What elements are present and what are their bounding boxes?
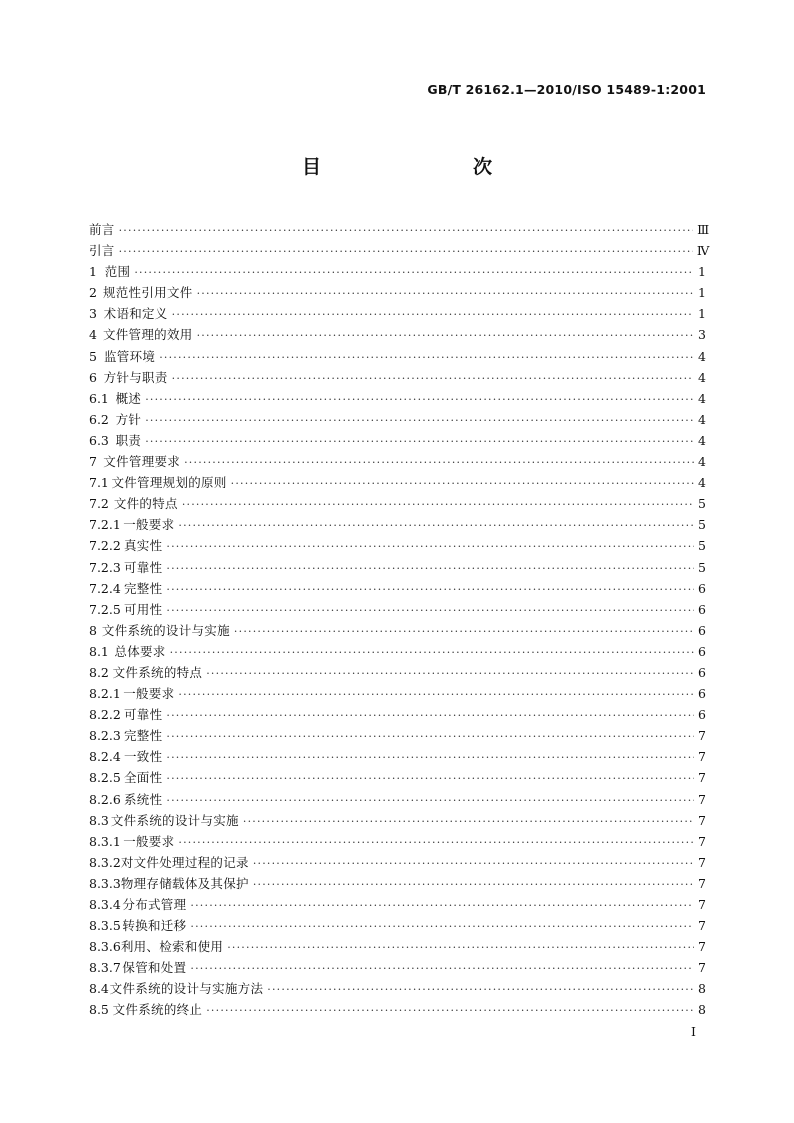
toc-entry-title: 分布式管理 (122, 897, 187, 912)
toc-entry[interactable] (89, 346, 706, 367)
toc-entry-title: 全面性 (123, 770, 163, 786)
toc-entry-title: 一般要求 (123, 686, 175, 702)
toc-leader-dots (178, 832, 694, 853)
toc-leader-dots (172, 368, 694, 389)
toc-leader-dots (190, 958, 694, 979)
toc-leader-dots (227, 937, 694, 958)
toc-entry-title: 真实性 (123, 538, 163, 554)
toc-entry[interactable] (89, 514, 706, 535)
toc-entry-title: 文件系统的设计与实施 (101, 622, 230, 638)
toc-entry-number: 7.2.2 (89, 538, 121, 554)
toc-entry-number: 6.1 (89, 390, 109, 406)
toc-leader-dots (119, 241, 693, 262)
toc-entry[interactable] (89, 261, 706, 282)
toc-entry-title: 转换和迁移 (122, 918, 187, 934)
toc-entry[interactable] (89, 599, 706, 620)
toc-entry-number: 4 (89, 327, 97, 343)
toc-entry-title: 总体要求 (114, 643, 166, 659)
toc-entry[interactable] (89, 451, 706, 472)
toc-entry[interactable] (89, 810, 706, 831)
toc-entry[interactable] (89, 620, 706, 641)
toc-leader-dots (166, 579, 694, 600)
toc-entry-number: 7.2.1 (89, 517, 121, 533)
toc-entry-page: 4 (698, 475, 706, 491)
toc-entry[interactable] (89, 219, 710, 240)
toc-entry[interactable] (89, 282, 706, 303)
toc-entry[interactable] (89, 409, 706, 430)
toc-entry-title: 规范性引用文件 (102, 285, 193, 301)
toc-entry[interactable] (89, 535, 706, 556)
toc-entry-number: 8.5 (89, 1002, 109, 1018)
toc-entry-page: 6 (698, 664, 706, 680)
toc-entry-number: 6.2 (89, 411, 109, 427)
toc-entry[interactable] (89, 240, 710, 261)
toc-entry-title: 文件系统的终止 (112, 1002, 203, 1018)
toc-entry[interactable] (89, 493, 706, 514)
toc-entry-page: 8 (698, 1002, 706, 1018)
toc-entry[interactable] (89, 957, 706, 978)
toc-entry-page: 7 (698, 833, 706, 849)
toc-entry-number: 7.2.5 (89, 601, 121, 617)
toc-entry-page: 6 (698, 643, 706, 659)
toc-entry-title: 职责 (115, 432, 142, 448)
toc-entry-number: 8.2.5 (89, 770, 121, 786)
toc-entry-number: 8.2.3 (89, 728, 121, 744)
toc-entry-page: 7 (698, 875, 706, 891)
toc-entry-number: 3 (89, 306, 97, 322)
toc-leader-dots (197, 283, 694, 304)
toc-leader-dots (182, 494, 694, 515)
toc-leader-dots (190, 916, 694, 937)
toc-entry-page: 7 (698, 770, 706, 786)
toc-entry-title: 前言 (89, 222, 115, 237)
toc-entry[interactable] (89, 472, 706, 493)
toc-leader-dots (166, 768, 694, 789)
toc-leader-dots (267, 979, 694, 1000)
toc-entry[interactable] (89, 746, 706, 767)
toc-entry[interactable] (89, 789, 706, 810)
toc-entry-title: 文件管理的效用 (102, 327, 193, 343)
toc-leader-dots (206, 663, 694, 684)
toc-leader-dots (166, 600, 694, 621)
toc-entry-title: 一般要求 (123, 517, 175, 533)
toc-entry-number: 8.2.6 (89, 791, 121, 807)
toc-entry-number: 8.3.4 (89, 897, 121, 912)
toc-entry-page: 6 (698, 686, 706, 702)
page-title: 目 次 (301, 156, 530, 178)
toc-entry-title: 文件管理要求 (103, 454, 181, 470)
toc-entry-title: 引言 (89, 243, 115, 259)
toc-entry[interactable] (89, 873, 706, 894)
toc-entry-number: 8.2.4 (89, 749, 121, 765)
toc-leader-dots (178, 515, 694, 536)
toc-entry[interactable] (89, 367, 706, 388)
toc-entry[interactable] (89, 324, 706, 345)
page-number: I (691, 1024, 696, 1039)
toc-entry-number: 2 (89, 285, 97, 301)
toc-leader-dots (145, 389, 694, 410)
toc-entry-number: 7 (89, 454, 97, 470)
toc-entry-page: 7 (698, 854, 706, 870)
toc-entry-number: 8.2 (89, 664, 109, 680)
toc-entry-title: 完整性 (123, 580, 163, 596)
toc-entry[interactable] (89, 936, 706, 957)
toc-entry-page: 6 (698, 580, 706, 596)
toc-entry-number: 7.2 (89, 496, 109, 512)
toc-entry-page: 7 (698, 791, 706, 807)
toc-entry[interactable] (89, 704, 706, 725)
toc-leader-dots (166, 705, 694, 726)
toc-entry-title: 术语和定义 (103, 306, 168, 322)
toc-entry-page: 1 (698, 264, 706, 280)
toc-entry-page: 4 (698, 348, 706, 364)
toc-entry-page: 5 (698, 538, 706, 554)
toc-leader-dots (159, 347, 694, 368)
toc-entry-title: 可靠性 (123, 707, 163, 723)
toc-entry[interactable] (89, 915, 706, 936)
toc-entry-page: 5 (698, 559, 706, 575)
toc-entry-page: 7 (698, 728, 706, 744)
toc-leader-dots (231, 473, 694, 494)
toc-entry-title: 可靠性 (123, 559, 163, 575)
toc-leader-dots (234, 621, 694, 642)
toc-entry-page: 7 (698, 749, 706, 765)
toc-leader-dots (243, 811, 694, 832)
toc-entry-title: 对文件处理过程的记录 (120, 854, 249, 870)
toc-entry-page: 5 (698, 496, 706, 512)
toc-leader-dots (166, 790, 694, 811)
toc-entry-number: 8 (89, 622, 97, 638)
toc-entry-page: Ⅲ (697, 222, 710, 237)
toc-leader-dots (119, 220, 694, 241)
toc-entry-number: 8.3.2 (89, 854, 121, 870)
toc-entry[interactable] (89, 767, 706, 788)
toc-entry-title: 文件管理规划的原则 (111, 475, 227, 491)
toc-entry-number: 8.4 (89, 981, 109, 997)
standard-number: GB/T 26162.1—2010/ISO 15489-1:2001 (427, 82, 706, 97)
toc-leader-dots (253, 874, 694, 895)
toc-leader-dots (190, 895, 694, 916)
toc-entry-title: 文件系统的设计与实施 (110, 812, 239, 828)
toc-entry-title: 方针 (115, 411, 142, 427)
toc-leader-dots (166, 558, 694, 579)
toc-entry-number: 8.3.3 (89, 875, 121, 891)
toc-entry-title: 一般要求 (123, 833, 175, 849)
toc-entry-page: 5 (698, 517, 706, 533)
toc-entry-title: 文件的特点 (113, 496, 178, 512)
toc-entry[interactable] (89, 578, 706, 599)
toc-entry-title: 系统性 (123, 791, 163, 807)
toc-entry-number: 1 (89, 264, 97, 280)
toc-leader-dots (197, 325, 694, 346)
toc-entry[interactable] (89, 725, 706, 746)
toc-entry-title: 利用、检索和使用 (120, 939, 224, 955)
toc-entry-number: 8.3 (89, 812, 109, 828)
toc-entry[interactable] (89, 683, 706, 704)
toc-entry-page: 7 (698, 897, 706, 912)
toc-entry-title: 一致性 (123, 749, 163, 765)
toc-leader-dots (145, 410, 694, 431)
toc-entry[interactable] (89, 999, 706, 1020)
toc-entry-title: 概述 (115, 390, 142, 406)
toc-entry-number: 6.3 (89, 432, 109, 448)
toc-entry-title: 物理存储载体及其保护 (120, 875, 249, 891)
toc-entry-number: 8.3.5 (89, 918, 121, 934)
toc-entry[interactable] (89, 662, 706, 683)
toc-entry-page: 4 (698, 390, 706, 406)
toc-entry[interactable] (89, 430, 706, 451)
toc-entry-title: 文件系统的设计与实施方法 (109, 981, 264, 997)
toc-entry[interactable] (89, 557, 706, 578)
toc-entry-page: 1 (698, 285, 706, 301)
toc-entry-title: 文件系统的特点 (112, 664, 203, 680)
toc-entry-page: 4 (698, 411, 706, 427)
toc-entry[interactable] (89, 831, 706, 852)
toc-entry-page: 3 (698, 327, 706, 343)
toc-leader-dots (170, 642, 694, 663)
toc-entry-number: 7.2.3 (89, 559, 121, 575)
toc-entry-title: 保管和处置 (122, 960, 187, 976)
toc-leader-dots (166, 536, 694, 557)
toc-entry-number: 8.3.6 (89, 939, 121, 955)
toc-entry-number: 8.3.7 (89, 960, 121, 976)
toc-entry-page: 6 (698, 622, 706, 638)
toc-entry-page: 8 (698, 981, 706, 997)
toc-leader-dots (172, 304, 694, 325)
toc-entry-title: 范围 (104, 264, 131, 280)
toc-entry-number: 8.2.2 (89, 707, 121, 723)
toc-entry[interactable] (89, 303, 706, 324)
toc-entry-number: 7.1 (89, 475, 109, 491)
toc-entry[interactable] (89, 978, 706, 999)
toc-entry-number: 5 (89, 348, 97, 364)
toc-leader-dots (206, 1000, 694, 1021)
toc-entry-number: 8.1 (89, 643, 109, 659)
toc-entry-page: 7 (698, 812, 706, 828)
toc-leader-dots (178, 684, 694, 705)
toc-entry-number: 7.2.4 (89, 580, 121, 596)
toc-entry-title: 方针与职责 (103, 369, 168, 385)
toc-entry-page: 4 (698, 432, 706, 448)
toc-leader-dots (145, 431, 694, 452)
toc-entry-page: 7 (698, 918, 706, 934)
toc-entry[interactable] (89, 852, 706, 873)
table-of-contents (89, 219, 710, 1021)
toc-entry-page: Ⅳ (696, 243, 710, 259)
toc-leader-dots (166, 747, 694, 768)
toc-entry-page: 7 (698, 960, 706, 976)
toc-entry-page: 4 (698, 369, 706, 385)
toc-entry-number: 6 (89, 369, 97, 385)
toc-entry-title: 完整性 (123, 728, 163, 744)
toc-entry-page: 6 (698, 707, 706, 723)
toc-leader-dots (134, 262, 694, 283)
toc-entry-page: 4 (698, 454, 706, 470)
toc-leader-dots (184, 452, 694, 473)
toc-entry[interactable] (89, 641, 706, 662)
toc-entry-page: 6 (698, 601, 706, 617)
toc-entry-title: 可用性 (123, 601, 163, 617)
toc-entry-page: 1 (698, 306, 706, 322)
toc-entry[interactable] (89, 894, 706, 915)
toc-entry-number: 8.2.1 (89, 686, 121, 702)
toc-entry-page: 7 (698, 939, 706, 955)
toc-entry[interactable] (89, 388, 706, 409)
toc-entry-title: 监管环境 (104, 348, 156, 364)
toc-leader-dots (166, 726, 694, 747)
toc-leader-dots (253, 853, 694, 874)
toc-entry-number: 8.3.1 (89, 833, 121, 849)
